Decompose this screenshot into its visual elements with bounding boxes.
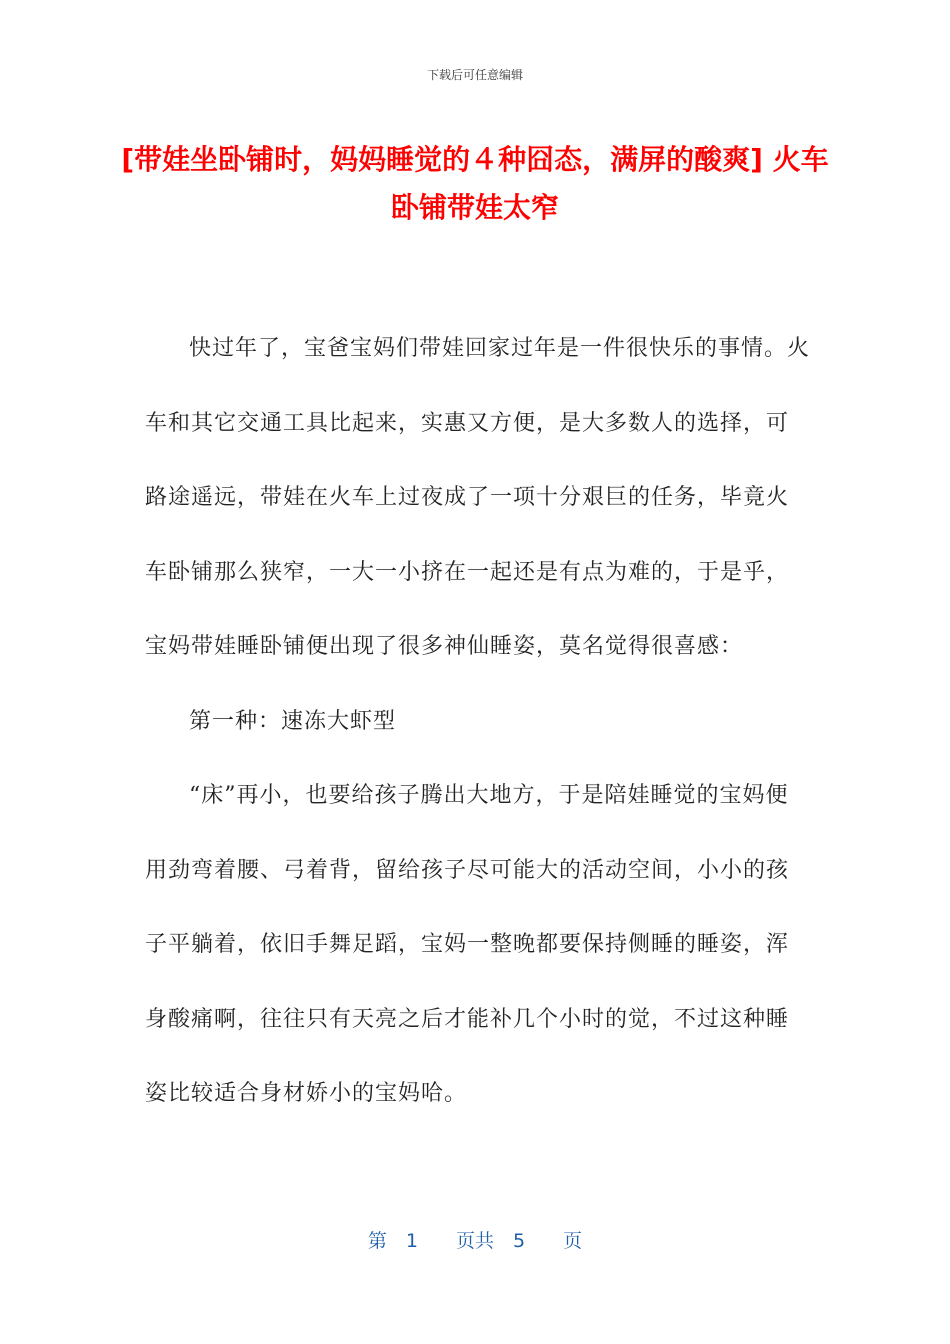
paragraph-heading-first: 第一种：速冻大虾型 xyxy=(189,708,397,734)
document-body xyxy=(145,312,810,1132)
document-title: [带娃坐卧铺时，妈妈睡觉的４种囧态，满屏的酸爽] 火车卧铺带娃太窄 xyxy=(121,143,829,224)
paragraph-intro: 快过年了，宝爸宝妈们带娃回家过年是一件很快乐的事情。火车和其它交通工具比起来，实惠又方便，是大多数人的选择，可路途遥远，带娃在火车上过夜成了一项十分艰巨的任务，毕竟火车卧铺那么狭窄，一大一小挤在一起还是有点为难的，于是乎，宝妈带娃睡卧铺便出现了很多神仙睡姿，莫名觉得很喜感： xyxy=(145,336,811,659)
page-footer: 第 1 页共 5 页 xyxy=(367,1230,583,1252)
paragraph-first-description: “床”再小，也要给孩子腾出大地方，于是陪娃睡觉的宝妈便用劲弯着腰、弓着背，留给孩子尽可能大的活动空间，小小的孩子平躺着，依旧手舞足蹈，宝妈一整晚都要保持侧睡的睡姿，浑身酸痛啊，往往只有天亮之后才能补几个小时的觉，不过这种睡姿比较适合身材娇小的宝妈哈。 xyxy=(145,783,790,1106)
header-note: 下载后可任意编辑 xyxy=(426,68,523,82)
